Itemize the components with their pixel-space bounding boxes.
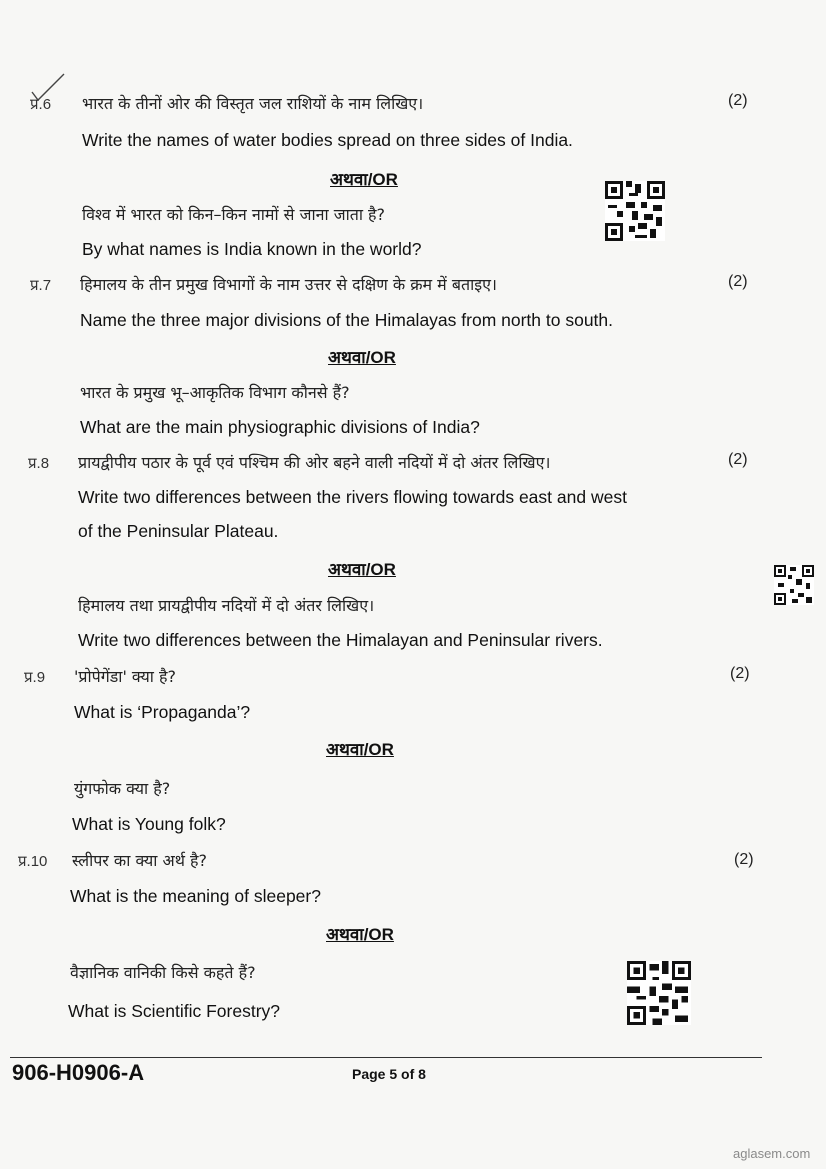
or-separator: अथवा/OR [326,740,394,759]
alt-question-hindi: वैज्ञानिक वानिकी किसे कहते हैं? [70,963,256,982]
marks: (2) [728,273,748,290]
qr-code-icon [774,565,814,605]
marks: (2) [728,451,748,468]
page-number: Page 5 of 8 [352,1066,426,1082]
marks: (2) [734,851,754,868]
question-number: प्र.10 [18,853,48,870]
or-separator: अथवा/OR [328,560,396,579]
question-hindi: प्रायद्वीपीय पठार के पूर्व एवं पश्चिम की ओर बहने वाली नदियों में दो अंतर लिखिए। [78,453,551,472]
question-hindi: भारत के तीनों ओर की विस्तृत जल राशियों के नाम लिखिए। [82,94,424,113]
watermark: aglasem.com [733,1146,811,1161]
alt-question-english: By what names is India known in the world? [82,239,422,259]
question-hindi: 'प्रोपेगेंडा' क्या है? [74,667,176,686]
alt-question-hindi: भारत के प्रमुख भू–आकृतिक विभाग कौनसे हैं? [80,383,350,402]
qr-code-icon [605,181,665,241]
question-english: Write the names of water bodies spread on three sides of India. [82,130,573,150]
question-english: Name the three major divisions of the Himalayas from north to south. [80,310,614,330]
alt-question-hindi: हिमालय तथा प्रायद्वीपीय नदियों में दो अंतर लिखिए। [78,596,375,615]
or-separator: अथवा/OR [330,170,398,189]
question-hindi: हिमालय के तीन प्रमुख विभागों के नाम उत्तर से दक्षिण के क्रम में बताइए। [80,275,497,294]
question-number: प्र.7 [30,277,52,294]
question-hindi: स्लीपर का क्या अर्थ है? [72,851,208,870]
alt-question-english: What are the main physiographic divisions of India? [80,417,480,437]
alt-question-hindi: विश्व में भारत को किन–किन नामों से जाना जाता है? [82,205,386,224]
alt-question-english: Write two differences between the Himalayan and Peninsular rivers. [78,630,603,650]
question-number: प्र.8 [28,455,50,472]
question-english: What is the meaning of sleeper? [70,886,321,906]
marks: (2) [730,665,750,682]
marks: (2) [728,92,748,109]
question-number: प्र.6 [30,96,52,113]
question-english-line1: Write two differences between the rivers flowing towards east and west [78,487,627,507]
alt-question-english: What is Scientific Forestry? [68,1001,280,1021]
or-separator: अथवा/OR [328,348,396,367]
alt-question-english: What is Young folk? [72,814,226,834]
question-english: What is ‘Propaganda’? [74,702,251,722]
question-english-line2: of the Peninsular Plateau. [78,521,279,541]
qr-code-icon [627,961,691,1025]
question-number: प्र.9 [24,669,46,686]
alt-question-hindi: युंगफोक क्या है? [74,779,171,798]
or-separator: अथवा/OR [326,925,394,944]
footer-divider [10,1057,762,1058]
paper-code: 906-H0906-A [12,1060,145,1085]
